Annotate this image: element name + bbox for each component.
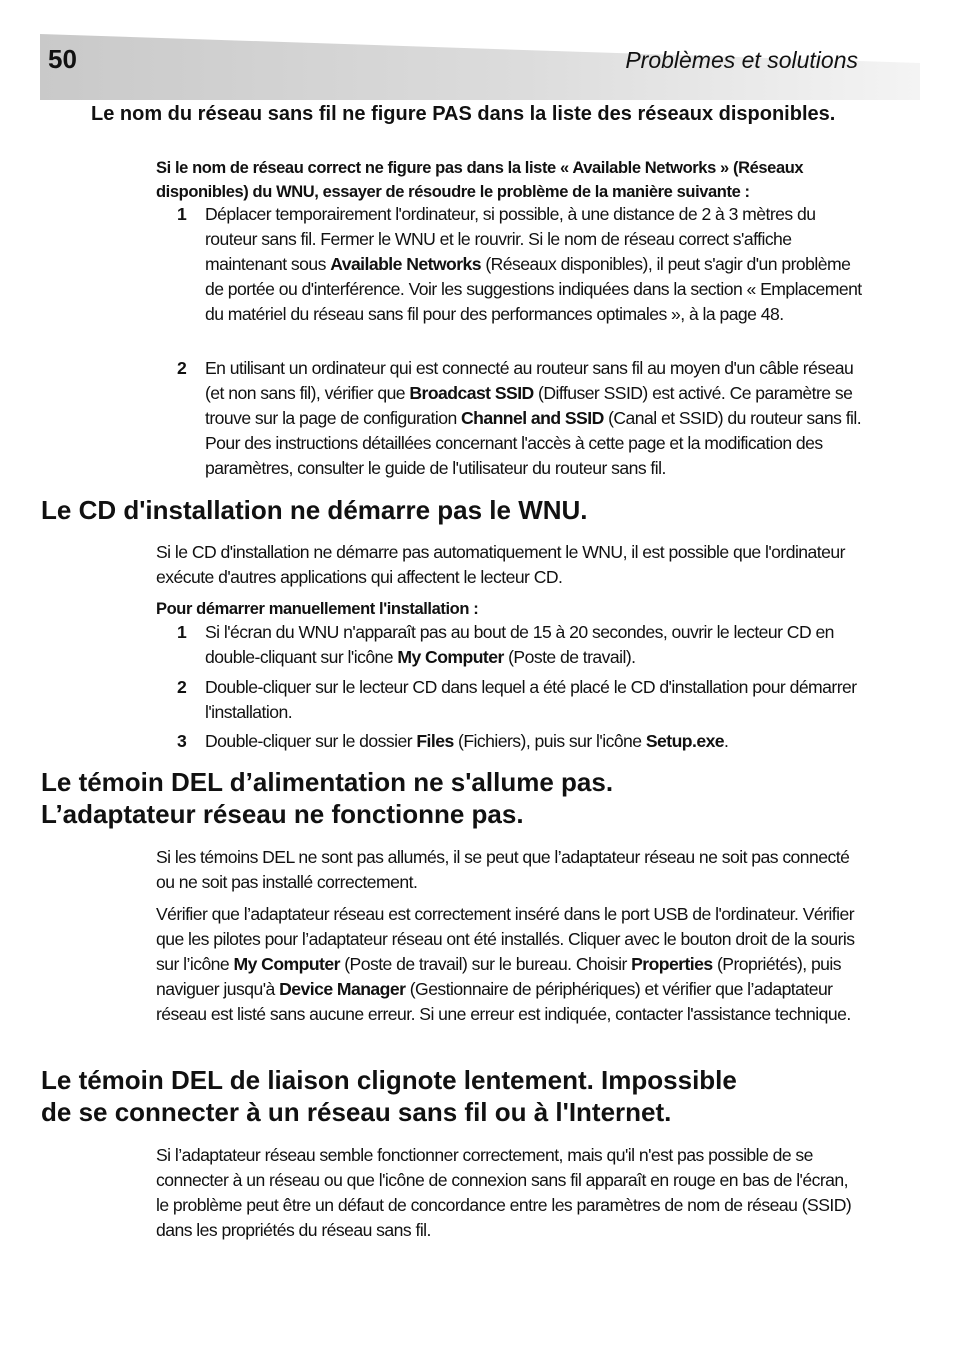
step-number: 1 [177, 622, 187, 642]
step-number: 2 [177, 358, 187, 378]
section1-step-2 [177, 356, 867, 481]
section2-step-1 [177, 620, 867, 670]
step-text: Déplacer temporairement l'ordinateur, si possible, à une distance de 2 à 3 mètres du routeur sans fil. Fermer le WNU et le rouvrir. Si le nom de réseau correct s'affiche maintenant sous Available Networks (Réseaux disponibles), il peut s'agir d'un problème de portée ou d'interférence. Voir les suggestions indiquées dans la section « Emplacement du matériel du réseau sans fil pour des performances optimales », à la page 48. [205, 204, 862, 324]
step-text: Double-cliquer sur le lecteur CD dans lequel a été placé le CD d'installation pour démarrer l'installation. [205, 677, 857, 722]
section1-heading: Le nom du réseau sans fil ne figure PAS dans la liste des réseaux disponibles. [91, 103, 836, 125]
section3-para1: Si les témoins DEL ne sont pas allumés, il se peut que l’adaptateur réseau ne soit pas connecté ou ne soit pas installé correctement. [156, 847, 850, 892]
section2-intro: Si le CD d'installation ne démarre pas automatiquement le WNU, il est possible que l'ordinateur exécute d'autres applications qui affectent le lecteur CD. [156, 542, 845, 587]
section2-heading: Le CD d'installation ne démarre pas le WNU. [41, 495, 588, 525]
running-title: Problèmes et solutions [625, 47, 858, 73]
step-text: Double-cliquer sur le dossier Files (Fichiers), puis sur l'icône Setup.exe. [205, 731, 729, 751]
step-number: 2 [177, 677, 187, 697]
section2-step-2 [177, 675, 867, 725]
section2-lead: Pour démarrer manuellement l'installation : [156, 600, 479, 618]
step-text: Si l'écran du WNU n'apparaît pas au bout de 15 à 20 secondes, ouvrir le lecteur CD en double-cliquant sur l'icône My Computer (Poste de travail). [205, 622, 834, 667]
step-number: 1 [177, 204, 187, 224]
section3-heading: Le témoin DEL d’alimentation ne s'allume pas. L’adaptateur réseau ne fonctionne pas. [41, 767, 614, 829]
step-number: 3 [177, 731, 187, 751]
section4-para: Si l’adaptateur réseau semble fonctionner correctement, mais qu'il n'est pas possible de se connecter à un réseau ou que l'icône de connexion sans fil apparaît en rouge en bas de l'écran, le problème peut être un défaut de concordance entre les paramètres de nom de réseau (SSID) dans les propriétés du réseau sans fil. [156, 1145, 852, 1240]
section4-heading: Le témoin DEL de liaison clignote lentement. Impossible de se connecter à un réseau sans fil ou à l'Internet. [41, 1065, 737, 1127]
step-text: En utilisant un ordinateur qui est connecté au routeur sans fil au moyen d'un câble réseau (et non sans fil), vérifier que Broadcast SSID (Diffuser SSID) est activé. Ce paramètre se trouve sur la page de configuration Channel and SSID (Canal et SSID) du routeur sans fil. Pour des instructions détaillées concernant l'accès à cette page et la modification des paramètres, consulter le guide de l'utilisateur du routeur sans fil. [205, 358, 862, 478]
section1-step-1 [177, 202, 867, 327]
section1-lead: Si le nom de réseau correct ne figure pas dans la liste « Available Networks » (Réseaux disponibles) du WNU, essayer de résoudre le problème de la manière suivante : [156, 159, 804, 201]
page-number: 50 [48, 44, 77, 74]
section2-step-3 [177, 729, 867, 754]
section3-para2: Vérifier que l’adaptateur réseau est correctement inséré dans le port USB de l'ordinateur. Vérifier que les pilotes pour l’adaptateur réseau ont été installés. Cliquer avec le bouton droit de la souris sur l’icône My Computer (Poste de travail) sur le bureau. Choisir Properties (Propriétés), puis naviguer jusqu'à Device Manager (Gestionnaire de périphériques) et vérifier que l’adaptateur réseau est listé sans aucune erreur. Si une erreur est indiquée, contacter l'assistance technique. [156, 904, 855, 1024]
